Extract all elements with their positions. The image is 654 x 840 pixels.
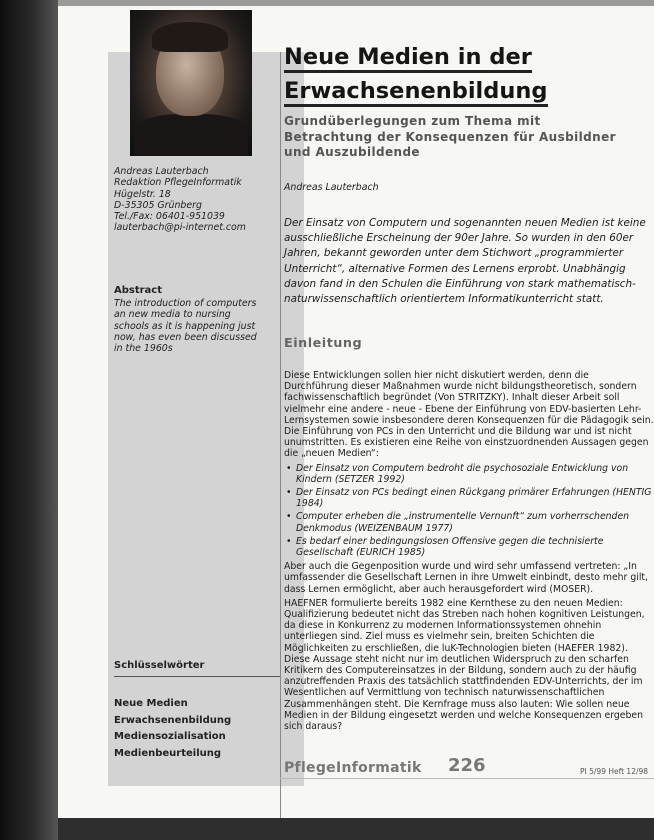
contact-line: Hügelstr. 18 [114, 188, 171, 200]
photo-hair [152, 22, 228, 52]
article-title [284, 40, 652, 108]
body-paragraph: Diese Entwicklungen sollen hier nicht diskutiert werden, denn die Durchführung dieser Maßnahmen wurde nicht bildungstheoretisch, sondern fachwissenschaftlich begründet (Von STRITZKY). Inhalt dieser Arbeit soll vielmehr eine andere - neue - Ebene der Einführung von EDV-basierten Lehr-Lernsystemen sowie insbesondere deren Konsequenzen für die Pädagogik sein. Die Einführung von PCs in den Unterricht und die Bildung war und ist nicht unumstritten. Es existieren eine Reihe von einstzuordnenden Aussagen gegen die „neuen Medien“: [284, 370, 654, 460]
body-text [284, 370, 654, 735]
subtitle-line: Betrachtung der Konsequenzen für Ausbildner [284, 129, 616, 144]
article-author: Andreas Lauterbach [284, 182, 379, 193]
author-photo [130, 10, 252, 156]
contact-line: Redaktion PflegeInformatik [114, 177, 242, 189]
article-subtitle [284, 114, 652, 161]
bullet-item: • Computer erheben die „instrumentelle Vernunft“ zum vorherrschenden Denkmodus (WEIZENBAUM 1977) [296, 511, 654, 533]
body-paragraph: Aber auch die Gegenposition wurde und wird sehr umfassend vertreten: „In umfassender die Gesellschaft Lernen in ihre Umwelt einbindt, desto mehr gilt, dass Lernen ermöglicht, aber auch herausgefordert wird (MOSER). [284, 561, 648, 595]
footer-rule [280, 778, 654, 779]
contact-line: D-35305 Grünberg [114, 199, 202, 211]
contact-line: Tel./Fax: 06401-951039 [114, 211, 225, 223]
footer-logo: PflegeInformatik [284, 760, 422, 776]
abstract-text: The introduction of computers an new media to nursing schools as it is happening just now, has even been discussed in the 1960s [114, 298, 257, 355]
bottom-shadow [58, 818, 654, 840]
photo-shoulders [134, 114, 248, 156]
keyword-item: Mediensozialisation [114, 731, 226, 742]
bullet-item: • Es bedarf einer bedingungslosen Offensive gegen die technisierte Gesellschaft (EURICH 1985) [296, 536, 654, 558]
lead-paragraph: Der Einsatz von Computern und sogenannten neuen Medien ist keine ausschließliche Erscheinung der 90er Jahre. So wurden in den 60er Jahren, bekannt geworden unter dem Stichwort „programmierter Unterricht“, alternative Formen des Lernens erprobt. Unabhängig davon fand in den Schulen die Einführung von stark mathematisch-naturwissenschaftlich orientiertem Informatikunterricht statt. [284, 217, 646, 306]
book-gutter-shadow [0, 0, 60, 840]
title-line-2: Erwachsenenbildung [284, 78, 548, 107]
bullet-list [284, 463, 654, 559]
body-paragraph: HAEFNER formulierte bereits 1982 eine Kernthese zu den neuen Medien: Qualifizierung bedeutet nicht das Streben nach hohen kognitiven Leistungen, da diese in Konkurrenz zu modernen Informationssystemen ohnehin unterliegen sind. Ziel muss es vielmehr sein, breiten Schichten die Möglichkeiten zu erschließen, die luK-Technologien bieten (HAEFER 1982). Diese Aussage steht nicht nur im deutlichen Widerspruch zu den scharfen Kritikern des Computereinsatzes in der Bildung, sondern auch zu der häufig anzutreffenden Praxis des tatsächlich stattfindenden EDV-Unterrichts, der im Wesentlichen auf Vermittlung von technisch naturwissenschaftlichen Zusammenhängen steht. Die Kernfrage muss also lauten: Wie sollen neue Medien in der Bildung eingesetzt werden und welche Konsequenzen ergeben sich daraus? [284, 597, 645, 733]
keyword-item: Neue Medien [114, 698, 188, 709]
page-number: 226 [448, 755, 486, 776]
bullet-item: • Der Einsatz von PCs bedingt einen Rückgang primärer Erfahrungen (HENTIG 1984) [296, 487, 654, 509]
keywords-divider [114, 676, 280, 677]
footer-issue: PI 5/99 Heft 12/98 [580, 767, 649, 776]
subtitle-line: und Auszubildende [284, 145, 420, 159]
keywords-heading: Schlüsselwörter [114, 660, 205, 671]
title-line-1: Neue Medien in der [284, 44, 532, 73]
magazine-page [58, 6, 654, 834]
keywords-list [114, 696, 231, 762]
bullet-item: • Der Einsatz von Computern bedroht die psychosoziale Entwicklung von Kindern (SETZER 1992) [296, 463, 654, 485]
section-heading: Einleitung [284, 336, 363, 351]
column-divider [280, 52, 281, 822]
subtitle-line: Grundüberlegungen zum Thema mit [284, 114, 541, 128]
author-contact [114, 166, 304, 234]
contact-email: lauterbach@pi-internet.com [114, 222, 246, 234]
abstract-heading: Abstract [114, 285, 163, 296]
keyword-item: Erwachsenenbildung [114, 714, 232, 726]
keyword-item: Medienbeurteilung [114, 747, 222, 759]
contact-line: Andreas Lauterbach [114, 166, 209, 177]
